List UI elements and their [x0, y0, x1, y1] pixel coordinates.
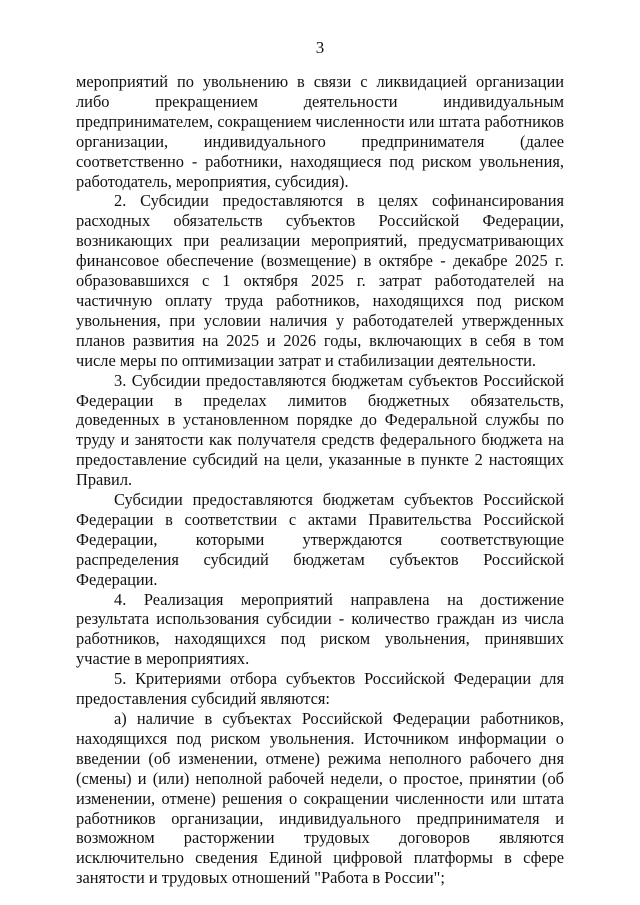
document-body	[76, 72, 564, 888]
paragraph-item-3-continued: Субсидии предоставляются бюджетам субъектов Российской Федерации в соответствии с актами Правительства Российской Федерации, которыми утверждаются соответствующие распределения субсидий бюджетам субъектов Российской Федерации.	[76, 490, 564, 589]
page-number: 3	[315, 38, 325, 57]
paragraph-continuation: мероприятий по увольнению в связи с ликвидацией организации либо прекращением деятельности индивидуальным предпринимателем, сокращением численности или штата работников организации, индивидуального предпринимателя (далее соответственно - работники, находящиеся под риском увольнения, работодатель, мероприятия, субсидия).	[76, 72, 564, 191]
paragraph-item-5: 5. Критериями отбора субъектов Российской Федерации для предоставления субсидий являются:	[76, 669, 564, 709]
paragraph-item-5a: а) наличие в субъектах Российской Федерации работников, находящихся под риском увольнения. Источником информации о введении (об изменении, отмене) режима неполного рабочего дня (смены) и (или) неполной рабочей недели, о простое, принятии (об изменении, отмене) решения о сокращении численности или штата работников организации, индивидуального предпринимателя и возможном расторжении трудовых договоров являются исключительно сведения Единой цифровой платформы в сфере занятости и трудовых отношений "Работа в России";	[76, 709, 564, 888]
paragraph-item-3: 3. Субсидии предоставляются бюджетам субъектов Российской Федерации в пределах лимитов бюджетных обязательств, доведенных в установленном порядке до Федеральной службы по труду и занятости как получателя средств федерального бюджета на предоставление субсидий на цели, указанные в пункте 2 настоящих Правил.	[76, 370, 564, 490]
paragraph-item-4: 4. Реализация мероприятий направлена на достижение результата использования субсидии - количество граждан из числа работников, находящихся под риском увольнения, принявших участие в мероприятиях.	[76, 589, 564, 669]
paragraph-item-2: 2. Субсидии предоставляются в целях софинансирования расходных обязательств субъектов Российской Федерации, возникающих при реализации мероприятий, предусматривающих финансовое обеспечение (возмещение) в октябре - декабре 2025 г. образовавшихся с 1 октября 2025 г. затрат работодателей на частичную оплату труда работников, находящихся под риском увольнения, при условии наличия у работодателей утвержденных планов развития на 2025 и 2026 годы, включающих в себя в том числе меры по оптимизации затрат и стабилизации деятельности.	[76, 191, 564, 370]
